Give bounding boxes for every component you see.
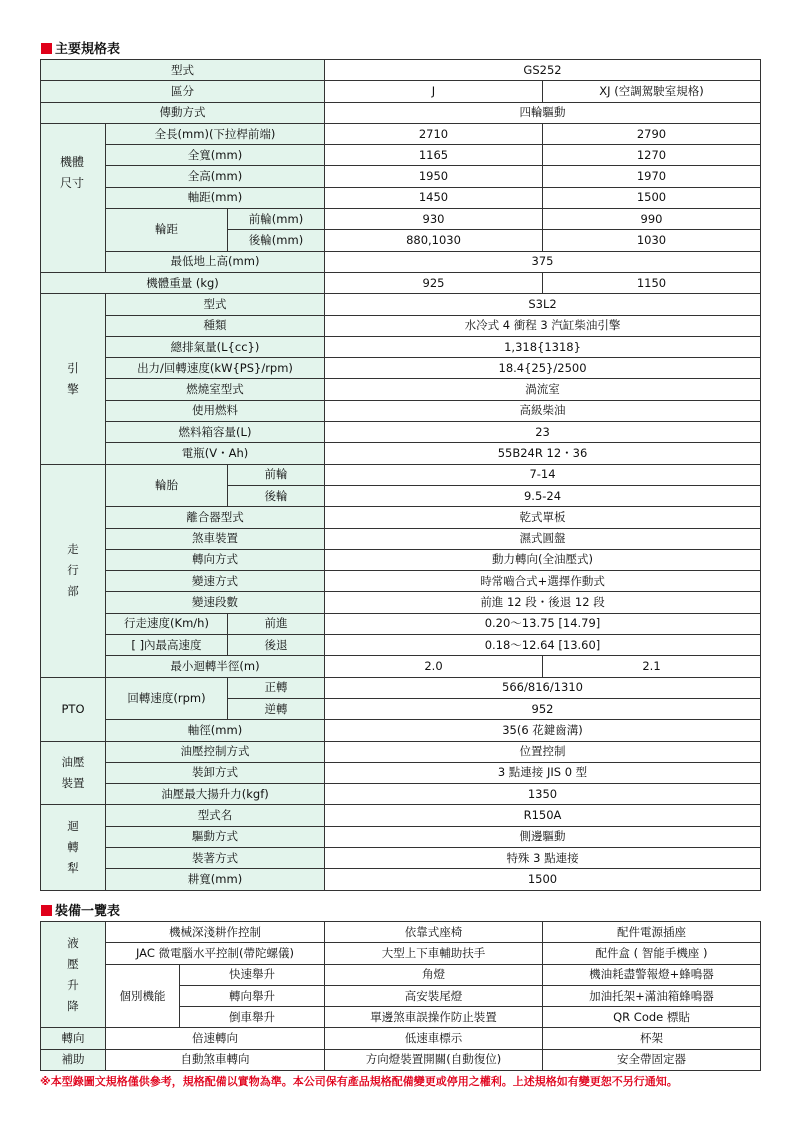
table-row: 離合器型式 乾式單板 [41, 507, 761, 528]
table-row: JAC 微電腦水平控制(帶陀螺儀) 大型上下車輔助扶手 配件盒 ( 智能手機座 ) [41, 943, 761, 964]
engine-group-label: 引擎 [41, 294, 106, 464]
table-row: 液壓升降 機械深淺耕作控制 依靠式座椅 配件電源插座 [41, 922, 761, 943]
table-row: 油壓最大揚升力(kgf) 1350 [41, 784, 761, 805]
table-row: 區分 J XJ (空調駕駛室規格) [41, 81, 761, 102]
red-square-icon [41, 905, 52, 916]
table-row: 變速段數 前進 12 段・後退 12 段 [41, 592, 761, 613]
table-row: 機體重量 (kg) 925 1150 [41, 272, 761, 293]
table-row: 輪距 前輪(mm) 930 990 [41, 209, 761, 230]
table-row: 耕寬(mm) 1500 [41, 869, 761, 890]
table-row: 出力/回轉速度(kW{PS}/rpm) 18.4{25}/2500 [41, 358, 761, 379]
table-row: 走行部 輪胎 前輪 7-14 [41, 464, 761, 485]
table-row: 最低地上高(mm) 375 [41, 251, 761, 272]
travel-group-label: 走行部 [41, 464, 106, 677]
table-row: 全寬(mm) 1165 1270 [41, 145, 761, 166]
table-row: 逆轉 952 [41, 698, 761, 719]
footnote: ※本型錄圖文規格僅供參考，規格配備以實物為準。本公司保有產品規格配備變更或停用之權利。上述規格如有變更恕不另行通知。 [40, 1075, 678, 1088]
table-row: 迴轉犁 型式名 R150A [41, 805, 761, 826]
table-row: 裝著方式 特殊 3 點連接 [41, 847, 761, 868]
table-row: 傳動方式 四輪驅動 [41, 102, 761, 123]
equipment-table [40, 921, 761, 1071]
table-row: 煞車裝置 濕式圓盤 [41, 528, 761, 549]
table-row: PTO 回轉速度(rpm) 正轉 566/816/1310 [41, 677, 761, 698]
table-row: [ ]內最高速度 後退 0.18～12.64 [13.60] [41, 635, 761, 656]
table-row: 軸距(mm) 1450 1500 [41, 187, 761, 208]
spec-table [40, 59, 761, 891]
red-square-icon [41, 43, 52, 54]
spec-section-title: 主要規格表 [41, 42, 120, 58]
table-row: 型式 GS252 [41, 60, 761, 81]
table-row: 後輪(mm) 880,1030 1030 [41, 230, 761, 251]
table-row: 轉向 倍速轉向 低速車標示 杯架 [41, 1028, 761, 1049]
table-row: 轉向舉升 高安裝尾燈 加油托架+滿油箱蜂鳴器 [41, 985, 761, 1006]
table-row: 總排氣量(L{cc}) 1,318{1318} [41, 336, 761, 357]
table-row: 全高(mm) 1950 1970 [41, 166, 761, 187]
table-row: 種類 水冷式 4 衝程 3 汽缸柴油引擎 [41, 315, 761, 336]
table-row: 轉向方式 動力轉向(全油壓式) [41, 549, 761, 570]
table-row: 燃料箱容量(L) 23 [41, 422, 761, 443]
table-row: 驅動方式 側邊驅動 [41, 826, 761, 847]
table-row: 軸徑(mm) 35(6 花鍵齒溝) [41, 720, 761, 741]
dims-group-label: 機體尺寸 [59, 155, 84, 190]
table-row: 行走速度(Km/h) 前進 0.20～13.75 [14.79] [41, 613, 761, 634]
table-row: 個別機能 快速舉升 角燈 機油耗盡警報燈+蜂鳴器 [41, 964, 761, 985]
equip-section-title: 裝備一覽表 [41, 904, 120, 920]
table-row: 裝卸方式 3 點連接 JIS 0 型 [41, 762, 761, 783]
table-row: 電瓶(V・Ah) 55B24R 12・36 [41, 443, 761, 464]
table-row: 油壓裝置 油壓控制方式 位置控制 [41, 741, 761, 762]
table-row: 倒車舉升 單邊煞車誤操作防止裝置 QR Code 標貼 [41, 1007, 761, 1028]
table-row: 全長(mm)(下拉桿前端) 2710 2790 [41, 123, 761, 144]
table-row: 變速方式 時常嚙合式+選擇作動式 [41, 571, 761, 592]
table-row: 引擎 型式 S3L2 [41, 294, 761, 315]
table-row: 後輪 9.5-24 [41, 485, 761, 506]
table-row: 燃燒室型式 渦流室 [41, 379, 761, 400]
table-row: 補助 自動煞車轉向 方向燈裝置開關(自動復位) 安全帶固定器 [41, 1049, 761, 1070]
table-row: 最小迴轉半徑(m) 2.0 2.1 [41, 656, 761, 677]
table-row: 使用燃料 高級柴油 [41, 400, 761, 421]
